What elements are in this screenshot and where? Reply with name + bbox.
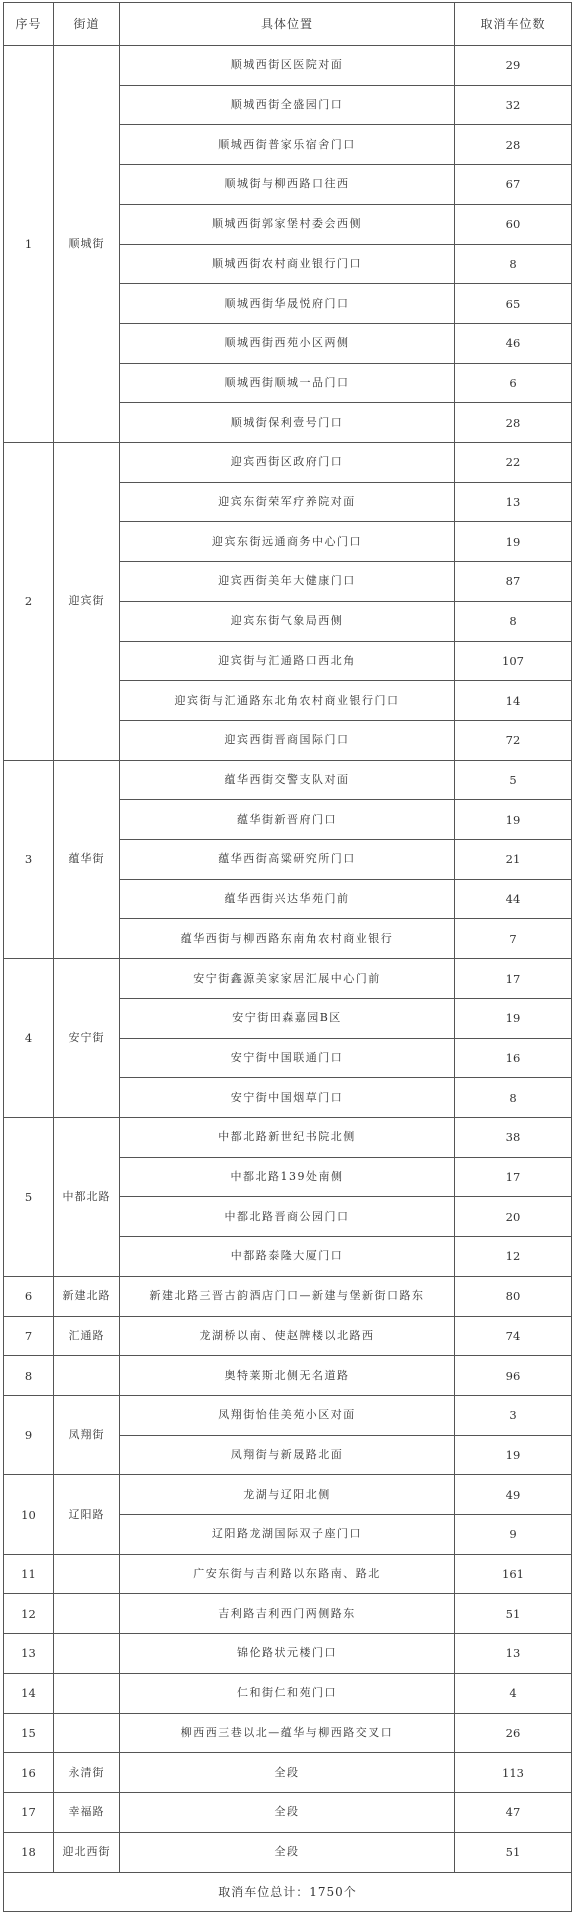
count-cell: 28: [455, 125, 572, 165]
count-cell: 19: [455, 1435, 572, 1475]
count-cell: 3: [455, 1395, 572, 1435]
street-cell: [54, 1634, 120, 1674]
count-cell: 26: [455, 1713, 572, 1753]
count-cell: 29: [455, 46, 572, 86]
location-cell: 蕴华街新晋府门口: [120, 800, 455, 840]
location-cell: 龙湖与辽阳北侧: [120, 1475, 455, 1515]
count-cell: 51: [455, 1594, 572, 1634]
count-cell: 13: [455, 482, 572, 522]
location-cell: 顺城西街区医院对面: [120, 46, 455, 86]
street-cell: 安宁街: [54, 959, 120, 1118]
table-row: [4, 443, 572, 483]
location-cell: 迎宾街与汇通路口西北角: [120, 641, 455, 681]
location-cell: 顺城西街西苑小区两侧: [120, 323, 455, 363]
street-cell: [54, 1594, 120, 1634]
street-cell: [54, 1356, 120, 1396]
count-cell: 6: [455, 363, 572, 403]
count-cell: 67: [455, 165, 572, 205]
table-row: [4, 1395, 572, 1435]
street-cell: [54, 1554, 120, 1594]
count-cell: 8: [455, 244, 572, 284]
count-cell: 38: [455, 1117, 572, 1157]
seq-cell: 17: [4, 1792, 54, 1832]
count-cell: 17: [455, 1157, 572, 1197]
seq-cell: 9: [4, 1395, 54, 1474]
location-cell: 顺城西街全盛园门口: [120, 85, 455, 125]
table-row: [4, 1673, 572, 1713]
seq-cell: 12: [4, 1594, 54, 1634]
location-cell: 奥特莱斯北侧无名道路: [120, 1356, 455, 1396]
seq-cell: 11: [4, 1554, 54, 1594]
count-cell: 80: [455, 1276, 572, 1316]
location-cell: 迎宾街与汇通路东北角农村商业银行门口: [120, 681, 455, 721]
count-cell: 21: [455, 840, 572, 880]
count-cell: 72: [455, 720, 572, 760]
street-cell: 蕴华街: [54, 760, 120, 959]
location-cell: 迎宾东街远通商务中心门口: [120, 522, 455, 562]
count-cell: 13: [455, 1634, 572, 1674]
table-row: [4, 1475, 572, 1515]
table-row: [4, 1832, 572, 1872]
total-text: 取消车位总计：1750个: [4, 1873, 572, 1912]
count-cell: 8: [455, 1078, 572, 1118]
location-cell: 蕴华西街高粱研究所门口: [120, 840, 455, 880]
count-cell: 74: [455, 1316, 572, 1356]
table-row: [4, 1117, 572, 1157]
count-cell: 7: [455, 919, 572, 959]
location-cell: 迎宾西街区政府门口: [120, 443, 455, 483]
total-row: [4, 1873, 572, 1912]
location-cell: 中都路泰隆大厦门口: [120, 1237, 455, 1277]
location-cell: 锦伦路状元楼门口: [120, 1634, 455, 1674]
table-body: [4, 46, 572, 1873]
count-cell: 12: [455, 1237, 572, 1277]
location-cell: 安宁街鑫源美家家居汇展中心门前: [120, 959, 455, 999]
header-location: 具体位置: [120, 3, 455, 46]
seq-cell: 18: [4, 1832, 54, 1872]
location-cell: 仁和街仁和苑门口: [120, 1673, 455, 1713]
street-cell: 迎宾街: [54, 443, 120, 761]
street-cell: [54, 1673, 120, 1713]
seq-cell: 7: [4, 1316, 54, 1356]
seq-cell: 10: [4, 1475, 54, 1554]
count-cell: 49: [455, 1475, 572, 1515]
seq-cell: 14: [4, 1673, 54, 1713]
location-cell: 顺城西街普家乐宿舍门口: [120, 125, 455, 165]
count-cell: 19: [455, 800, 572, 840]
location-cell: 顺城西街农村商业银行门口: [120, 244, 455, 284]
street-cell: 凤翔街: [54, 1395, 120, 1474]
location-cell: 顺城西街华晟悦府门口: [120, 284, 455, 324]
location-cell: 顺城街保利壹号门口: [120, 403, 455, 443]
location-cell: 中都北路新世纪书院北侧: [120, 1117, 455, 1157]
location-cell: 全段: [120, 1832, 455, 1872]
seq-cell: 15: [4, 1713, 54, 1753]
count-cell: 47: [455, 1792, 572, 1832]
table-row: [4, 1276, 572, 1316]
street-cell: 永清街: [54, 1753, 120, 1793]
seq-cell: 2: [4, 443, 54, 761]
count-cell: 8: [455, 601, 572, 641]
table-row: [4, 1356, 572, 1396]
street-cell: [54, 1713, 120, 1753]
table-row: [4, 1753, 572, 1793]
table-row: [4, 1554, 572, 1594]
count-cell: 14: [455, 681, 572, 721]
table-row: [4, 959, 572, 999]
location-cell: 龙湖桥以南、使赵牌楼以北路西: [120, 1316, 455, 1356]
location-cell: 安宁街中国烟草门口: [120, 1078, 455, 1118]
location-cell: 顺城西街郭家堡村委会西侧: [120, 204, 455, 244]
street-cell: 幸福路: [54, 1792, 120, 1832]
location-cell: 新建北路三晋古韵酒店门口—新建与堡新街口路东: [120, 1276, 455, 1316]
location-cell: 中都北路晋商公园门口: [120, 1197, 455, 1237]
seq-cell: 8: [4, 1356, 54, 1396]
seq-cell: 13: [4, 1634, 54, 1674]
table-row: [4, 46, 572, 86]
count-cell: 46: [455, 323, 572, 363]
header-seq: 序号: [4, 3, 54, 46]
count-cell: 87: [455, 562, 572, 602]
count-cell: 19: [455, 522, 572, 562]
location-cell: 安宁街中国联通门口: [120, 1038, 455, 1078]
count-cell: 19: [455, 998, 572, 1038]
street-cell: 顺城街: [54, 46, 120, 443]
seq-cell: 6: [4, 1276, 54, 1316]
seq-cell: 4: [4, 959, 54, 1118]
street-cell: 辽阳路: [54, 1475, 120, 1554]
location-cell: 蕴华西街兴达华苑门前: [120, 879, 455, 919]
location-cell: 全段: [120, 1753, 455, 1793]
parking-table: [3, 2, 572, 1912]
count-cell: 96: [455, 1356, 572, 1396]
table-row: [4, 1792, 572, 1832]
count-cell: 9: [455, 1515, 572, 1555]
count-cell: 17: [455, 959, 572, 999]
location-cell: 柳西西三巷以北—蕴华与柳西路交叉口: [120, 1713, 455, 1753]
location-cell: 蕴华西街与柳西路东南角农村商业银行: [120, 919, 455, 959]
location-cell: 迎宾东街荣军疗养院对面: [120, 482, 455, 522]
table-row: [4, 1594, 572, 1634]
table-row: [4, 1713, 572, 1753]
location-cell: 全段: [120, 1792, 455, 1832]
count-cell: 32: [455, 85, 572, 125]
count-cell: 161: [455, 1554, 572, 1594]
street-cell: 新建北路: [54, 1276, 120, 1316]
street-cell: 汇通路: [54, 1316, 120, 1356]
table-row: [4, 1316, 572, 1356]
table-row: [4, 1634, 572, 1674]
count-cell: 44: [455, 879, 572, 919]
count-cell: 60: [455, 204, 572, 244]
location-cell: 吉利路吉利西门两侧路东: [120, 1594, 455, 1634]
location-cell: 广安东街与吉利路以东路南、路北: [120, 1554, 455, 1594]
header-street: 街道: [54, 3, 120, 46]
seq-cell: 5: [4, 1117, 54, 1276]
count-cell: 65: [455, 284, 572, 324]
header-count: 取消车位数: [455, 3, 572, 46]
location-cell: 顺城西街顺城一品门口: [120, 363, 455, 403]
location-cell: 安宁街田森嘉园B区: [120, 998, 455, 1038]
location-cell: 迎宾西街美年大健康门口: [120, 562, 455, 602]
location-cell: 凤翔街怡佳美苑小区对面: [120, 1395, 455, 1435]
street-cell: 迎北西街: [54, 1832, 120, 1872]
count-cell: 107: [455, 641, 572, 681]
seq-cell: 3: [4, 760, 54, 959]
location-cell: 凤翔街与新晟路北面: [120, 1435, 455, 1475]
seq-cell: 16: [4, 1753, 54, 1793]
count-cell: 16: [455, 1038, 572, 1078]
table-row: [4, 760, 572, 800]
location-cell: 蕴华西街交警支队对面: [120, 760, 455, 800]
count-cell: 113: [455, 1753, 572, 1793]
count-cell: 5: [455, 760, 572, 800]
location-cell: 中都北路139处南侧: [120, 1157, 455, 1197]
location-cell: 迎宾东街气象局西侧: [120, 601, 455, 641]
location-cell: 辽阳路龙湖国际双子座门口: [120, 1515, 455, 1555]
count-cell: 4: [455, 1673, 572, 1713]
count-cell: 51: [455, 1832, 572, 1872]
count-cell: 28: [455, 403, 572, 443]
count-cell: 22: [455, 443, 572, 483]
header-row: [4, 3, 572, 46]
location-cell: 顺城街与柳西路口往西: [120, 165, 455, 205]
location-cell: 迎宾西街晋商国际门口: [120, 720, 455, 760]
street-cell: 中都北路: [54, 1117, 120, 1276]
seq-cell: 1: [4, 46, 54, 443]
count-cell: 20: [455, 1197, 572, 1237]
